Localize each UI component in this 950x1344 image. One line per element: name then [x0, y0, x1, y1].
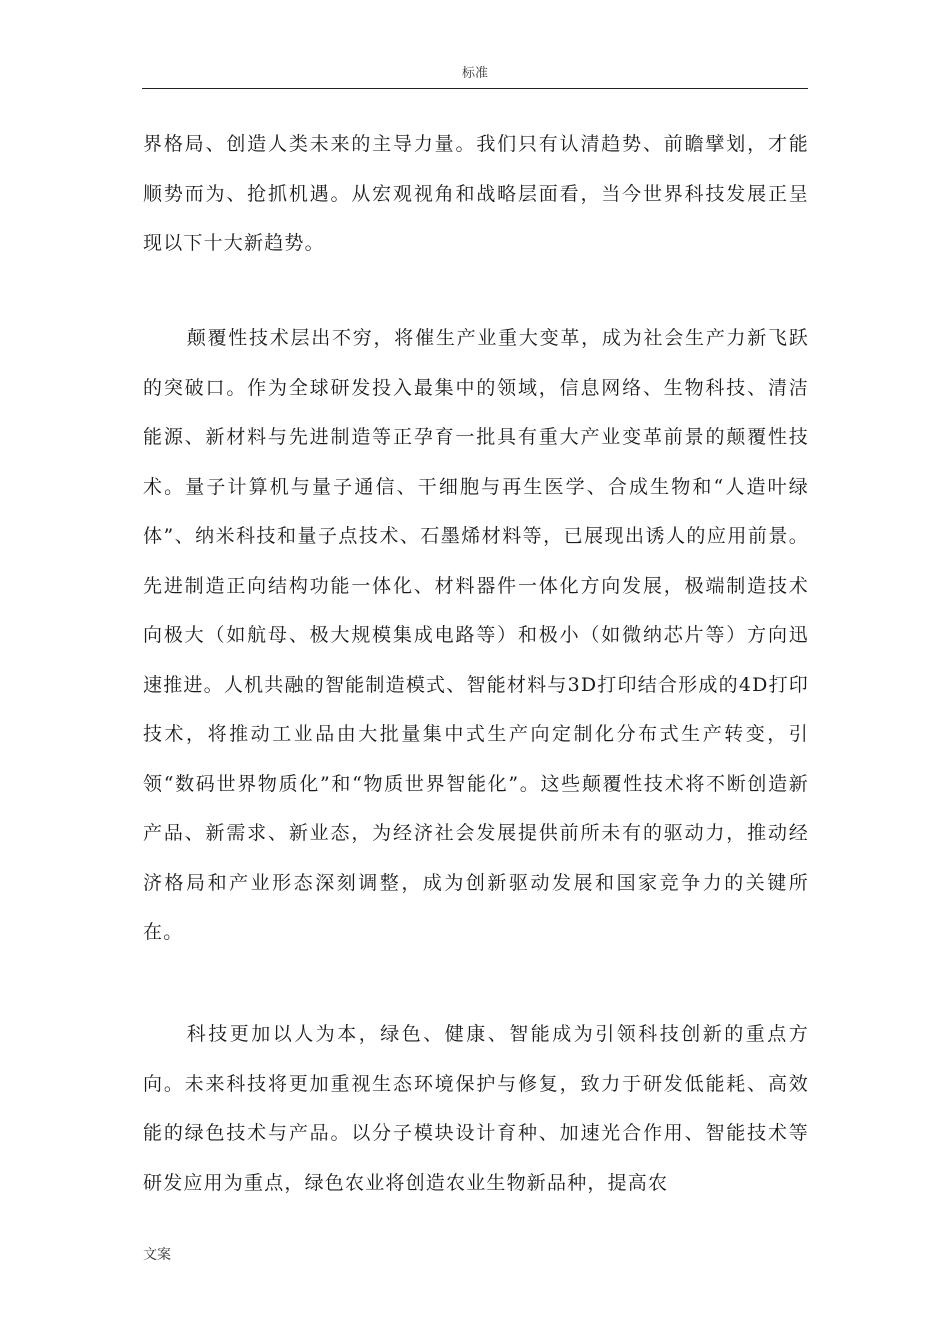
page-header: 标准 — [461, 66, 488, 81]
header-divider — [142, 88, 808, 89]
paragraph-people-oriented-technology: 科技更加以人为本，绿色、健康、智能成为引领科技创新的重点方向。未来科技将更加重视生态环境保护与修复，致力于研发低能耗、高效能的绿色技术与产品。以分子模块设计育种、加速光合作用、智能技术等研发应用为重点，绿色农业将创造农业生物新品种，提高农 — [143, 1023, 809, 1194]
page-footer: 文案 — [143, 1247, 171, 1263]
paragraph-continuation: 界格局、创造人类未来的主导力量。我们只有认清趋势、前瞻擘划，才能顺势而为、抢抓机遇。从宏观视角和战略层面看，当今世界科技发展正呈现以下十大新趋势。 — [143, 133, 809, 254]
paragraph-disruptive-technology: 颠覆性技术层出不穷，将催生产业重大变革，成为社会生产力新飞跃的突破口。作为全球研发投入最集中的领域，信息网络、生物科技、清洁能源、新材料与先进制造等正孕育一批具有重大产业变革前景的颠覆性技术。量子计算机与量子通信、干细胞与再生医学、合成生物和“人造叶绿体”、纳米科技和量子点技术、石墨烯材料等，已展现出诱人的应用前景。先进制造正向结构功能一体化、材料器件一体化方向发展，极端制造技术向极大（如航母、极大规模集成电路等）和极小（如微纳芯片等）方向迅速推进。人机共融的智能制造模式、智能材料与3D打印结合形成的4D打印技术，将推动工业品由大批量集中式生产向定制化分布式生产转变，引领“数码世界物质化”和“物质世界智能化”。这些颠覆性技术将不断创造新产品、新需求、新业态，为经济社会发展提供前所未有的驱动力，推动经济格局和产业形态深刻调整，成为创新驱动发展和国家竞争力的关键所在。 — [143, 327, 809, 943]
